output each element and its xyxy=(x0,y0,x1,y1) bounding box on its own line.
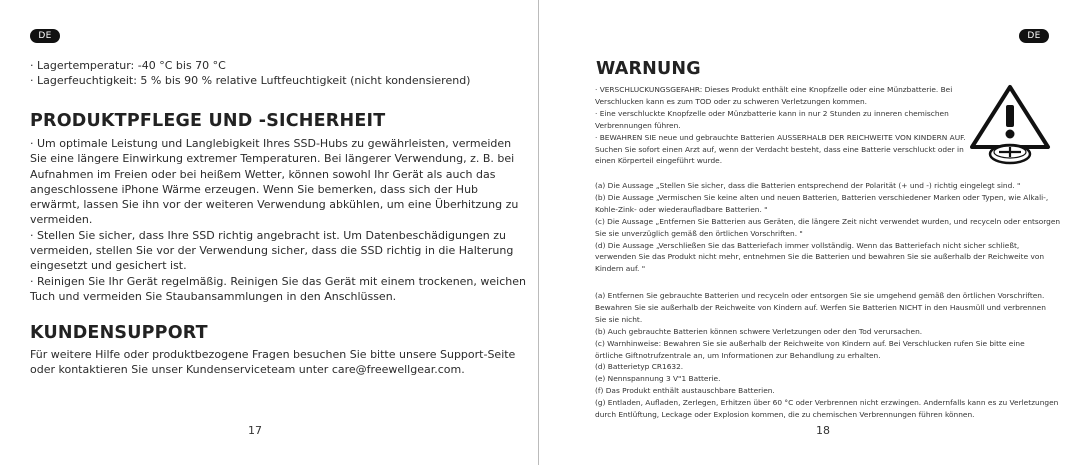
instruction-line: (d) Batterietyp CR1632. xyxy=(595,362,684,372)
statement-line: (c) Die Aussage „Entfernen Sie Batterien aus Geräten, die längere Zeit nicht verwendet wurden, und recyceln oder entsorgen xyxy=(595,216,1061,226)
statement-line: verwenden Sie das Produkt nicht mehr, entnehmen Sie die Batterien und bewahren Sie sie außerhalb der Reichweite von xyxy=(595,252,1045,262)
body-line: · Um optimale Leistung und Langlebigkeit Ihres SSD-Hubs zu gewährleisten, vermeiden xyxy=(30,137,512,150)
body-line: eingesetzt und gesichert ist. xyxy=(30,259,187,273)
warning-line: einen Körperteil eingeführt wurde. xyxy=(595,156,723,166)
support-heading: KUNDENSUPPORT xyxy=(30,323,208,343)
body-line: vermeiden. xyxy=(30,213,93,227)
body-line: · Stellen Sie sicher, dass Ihre SSD richtig angebracht ist. Um Datenbeschädigungen zu xyxy=(30,228,506,242)
warning-body xyxy=(595,84,966,167)
page-17 xyxy=(0,0,538,465)
instruction-line: (c) Warnhinweise: Bewahren Sie sie außerhalb der Reichweite von Kindern auf. Bei Verschlucken rufen Sie bitte eine xyxy=(595,338,1025,348)
statement-line: (d) Die Aussage „Verschließen Sie das Batteriefach immer vollständig. Wenn das Batteriefach nicht sicher schließt, xyxy=(595,240,1020,250)
page-18 xyxy=(539,0,1077,465)
body-line: · Reinigen Sie Ihr Gerät regelmäßig. Reinigen Sie das Gerät mit einem trockenen, weichen xyxy=(30,274,526,288)
storage-specs xyxy=(30,58,470,89)
support-body xyxy=(30,347,515,378)
instruction-line: (e) Nennspannung 3 V"1 Batterie. xyxy=(595,374,721,384)
body-line: angeschlossene iPhone Wärme erzeugen. Wenn Sie bemerken, dass sich der Hub xyxy=(30,182,479,196)
instruction-line: (f) Das Produkt enthält austauschbare Batterien. xyxy=(595,386,775,396)
body-line: erwärmt, lassen Sie ihn vor der weiteren Verwendung abkühlen, um eine Überhitzung zu xyxy=(30,198,519,212)
care-body xyxy=(30,136,526,304)
page-number: 17 xyxy=(248,424,262,437)
warning-line: Verbrennungen führen. xyxy=(595,120,681,130)
statement-line: Sie sie unverzüglich gemäß den örtlichen Vorschriften. " xyxy=(595,228,803,238)
warning-line: · BEWAHREN SIE neue und gebrauchte Batterien AUSSERHALB DER REICHWEITE VON KINDERN AUF. xyxy=(595,132,966,142)
language-badge: DE xyxy=(1019,29,1049,43)
body-line: vermeiden, stellen Sie vor der Verwendung sicher, dass die SSD richtig in die Halterung xyxy=(30,244,514,258)
instructions xyxy=(595,290,1058,421)
statement-line: (b) Die Aussage „Vermischen Sie keine alten und neuen Batterien, Batterien verschiedener Marken oder Typen, wie Alkali-, xyxy=(595,192,1049,202)
body-line: Für weitere Hilfe oder produktbezogene Fragen besuchen Sie bitte unsere Support-Seite xyxy=(30,348,516,361)
instruction-line: (b) Auch gebrauchte Batterien können schwere Verletzungen oder den Tod verursachen. xyxy=(595,326,923,336)
instruction-line: Sie sie nicht. xyxy=(595,314,643,324)
statements xyxy=(595,180,1060,275)
body-line: Sie eine längere Einwirkung extremer Temperaturen. Bei längerer Verwendung, z. B. bei xyxy=(30,152,515,166)
instruction-line: örtliche Giftnotrufzentrale an, um Informationen zur Behandlung zu erhalten. xyxy=(595,350,881,360)
warning-line: · Eine verschluckte Knopfzelle oder Münzbatterie kann in nur 2 Stunden zu inneren chemischen xyxy=(595,108,949,118)
language-badge: DE xyxy=(30,29,60,43)
instruction-line: durch Entlüftung, Leckage oder Explosion kommen, die zu chemischen Verbrennungen führen können. xyxy=(595,410,975,420)
body-line: oder kontaktieren Sie unser Kundenserviceteam unter care@freewellgear.com. xyxy=(30,363,465,377)
body-line: Aufnahmen im Freien oder bei heißem Wetter, können sowohl Ihr Gerät als auch das xyxy=(30,167,496,181)
body-line: Tuch und vermeiden Sie Staubansammlungen in den Anschlüssen. xyxy=(30,289,397,303)
spec-line: · Lagerfeuchtigkeit: 5 % bis 90 % relative Luftfeuchtigkeit (nicht kondensierend) xyxy=(30,74,471,88)
warning-heading: WARNUNG xyxy=(596,59,701,79)
warning-line: Suchen Sie sofort einen Arzt auf, wenn der Verdacht besteht, dass eine Batterie verschluckt oder in xyxy=(595,144,964,154)
warning-line: · VERSCHLUCKUNGSGEFAHR: Dieses Produkt enthält eine Knopfzelle oder eine Münzbatterie. Bei xyxy=(595,85,953,94)
warning-line: Verschlucken kann es zum TOD oder zu schweren Verletzungen kommen. xyxy=(595,96,867,106)
spec-line: · Lagertemperatur: -40 °C bis 70 °C xyxy=(30,59,226,72)
page-number: 18 xyxy=(816,424,830,437)
statement-line: Kindern auf. " xyxy=(595,264,646,274)
statement-line: Kohle-Zink- oder wiederaufladbare Batterien. " xyxy=(595,204,768,214)
battery-warning-icon xyxy=(968,83,1052,167)
instruction-line: Bewahren Sie sie außerhalb der Reichweite von Kindern auf. Werfen Sie Batterien NICHT in den Hausmüll und verbrennen xyxy=(595,302,1046,312)
instruction-line: (g) Entladen, Aufladen, Zerlegen, Erhitzen über 60 °C oder Verbrennen nicht erzwingen. Andernfalls kann es zu Verletzungen xyxy=(595,398,1059,408)
instruction-line: (a) Entfernen Sie gebrauchte Batterien und recyceln oder entsorgen Sie sie umgehend gemäß den örtlichen Vorschriften. xyxy=(595,291,1045,300)
statement-line: (a) Die Aussage „Stellen Sie sicher, dass die Batterien entsprechend der Polarität (+ und -) richtig eingelegt sind. " xyxy=(595,181,1021,190)
care-heading: PRODUKTPFLEGE UND -SICHERHEIT xyxy=(30,111,386,131)
